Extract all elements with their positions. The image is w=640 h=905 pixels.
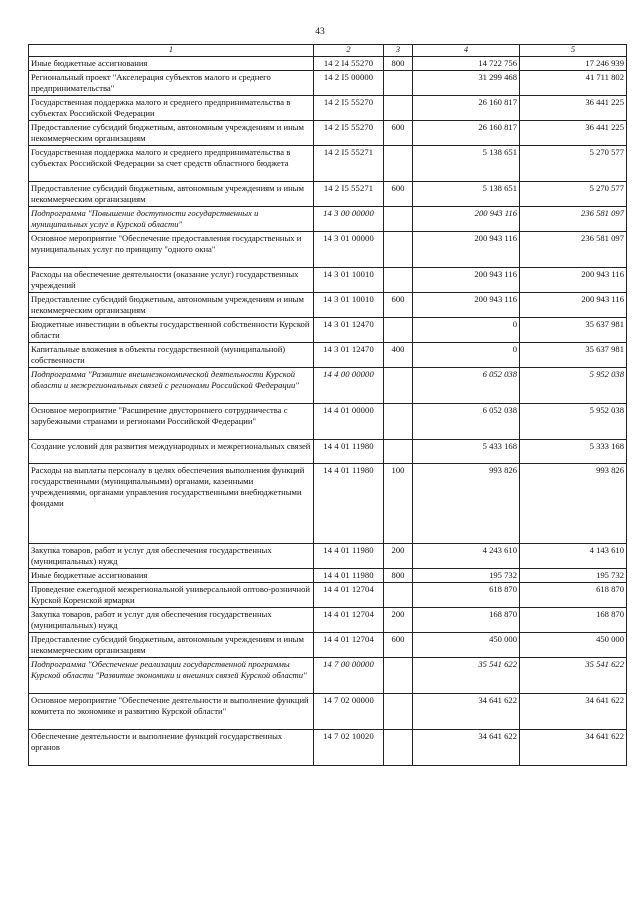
row-value-2020-cell: 34 641 622 xyxy=(413,693,520,729)
table-row xyxy=(29,582,627,607)
row-value-2020-cell: 4 243 610 xyxy=(413,543,520,568)
row-code-cell: 14 4 01 12704 xyxy=(314,582,384,607)
row-name-cell: Государственная поддержка малого и среднего предпринимательства в субъектах Российской Федерации за счет средств областного бюджета xyxy=(29,145,314,181)
row-value-2021-cell: 4 143 610 xyxy=(520,543,627,568)
row-value-2021-cell: 5 952 038 xyxy=(520,403,627,439)
header-cell: 3 xyxy=(384,45,413,57)
row-code-cell: 14 2 I5 00000 xyxy=(314,70,384,95)
row-name-cell: Иные бюджетные ассигнования xyxy=(29,56,314,70)
row-name-cell: Предоставление субсидий бюджетным, автономным учреждениям и иным некоммерческим организациям xyxy=(29,292,314,317)
row-code-cell: 14 4 01 11980 xyxy=(314,463,384,543)
row-value-2020-cell: 200 943 116 xyxy=(413,292,520,317)
row-value-2021-cell: 200 943 116 xyxy=(520,292,627,317)
row-name-cell: Предоставление субсидий бюджетным, автономным учреждениям и иным некоммерческим организациям xyxy=(29,632,314,657)
row-code-cell: 14 3 01 10010 xyxy=(314,292,384,317)
table-row xyxy=(29,439,627,463)
table-row xyxy=(29,403,627,439)
row-code-cell: 14 2 I5 55271 xyxy=(314,181,384,206)
table-row xyxy=(29,56,627,70)
row-code-cell: 14 4 01 11980 xyxy=(314,543,384,568)
row-code-cell: 14 2 I5 55270 xyxy=(314,120,384,145)
row-vr-cell: 200 xyxy=(384,607,413,632)
row-code-cell: 14 4 00 00000 xyxy=(314,367,384,403)
row-vr-cell xyxy=(384,367,413,403)
table-row xyxy=(29,632,627,657)
row-value-2021-cell: 195 732 xyxy=(520,568,627,582)
page-number: 43 xyxy=(315,27,325,37)
row-value-2021-cell: 993 826 xyxy=(520,463,627,543)
row-name-cell: Подпрограмма "Повышение доступности государственных и муниципальных услуг в Курской области" xyxy=(29,206,314,231)
row-name-cell: Расходы на обеспечение деятельности (оказание услуг) государственных учреждений xyxy=(29,267,314,292)
row-code-cell: 14 3 00 00000 xyxy=(314,206,384,231)
row-value-2020-cell: 5 138 651 xyxy=(413,145,520,181)
table-row xyxy=(29,607,627,632)
table-row xyxy=(29,543,627,568)
row-value-2020-cell: 31 299 468 xyxy=(413,70,520,95)
row-value-2021-cell: 5 952 038 xyxy=(520,367,627,403)
table-row xyxy=(29,206,627,231)
row-name-cell: Предоставление субсидий бюджетным, автономным учреждениям и иным некоммерческим организациям xyxy=(29,181,314,206)
row-vr-cell: 600 xyxy=(384,632,413,657)
row-code-cell: 14 2 I4 55270 xyxy=(314,56,384,70)
row-value-2021-cell: 35 637 981 xyxy=(520,317,627,342)
row-name-cell: Капитальные вложения в объекты государственной (муниципальной) собственности xyxy=(29,342,314,367)
table-row xyxy=(29,120,627,145)
row-vr-cell xyxy=(384,582,413,607)
row-value-2020-cell: 35 541 622 xyxy=(413,657,520,693)
table-row xyxy=(29,657,627,693)
row-code-cell: 14 7 00 00000 xyxy=(314,657,384,693)
row-code-cell: 14 3 01 12470 xyxy=(314,342,384,367)
row-name-cell: Закупка товаров, работ и услуг для обеспечения государственных (муниципальных) нужд xyxy=(29,607,314,632)
row-value-2021-cell: 34 641 622 xyxy=(520,693,627,729)
row-name-cell: Закупка товаров, работ и услуг для обеспечения государственных (муниципальных) нужд xyxy=(29,543,314,568)
row-code-cell: 14 2 I5 55271 xyxy=(314,145,384,181)
row-vr-cell xyxy=(384,693,413,729)
row-code-cell: 14 7 02 10020 xyxy=(314,729,384,765)
row-vr-cell: 800 xyxy=(384,568,413,582)
row-vr-cell xyxy=(384,439,413,463)
row-vr-cell xyxy=(384,95,413,120)
row-name-cell: Подпрограмма "Обеспечение реализации государственной программы Курской области "Развитие экономики и внешних связей Курской области" xyxy=(29,657,314,693)
table-row xyxy=(29,95,627,120)
row-vr-cell xyxy=(384,231,413,267)
table-row xyxy=(29,729,627,765)
table-row xyxy=(29,181,627,206)
row-value-2020-cell: 5 138 651 xyxy=(413,181,520,206)
row-value-2020-cell: 14 722 756 xyxy=(413,56,520,70)
row-vr-cell: 200 xyxy=(384,543,413,568)
row-name-cell: Расходы на выплаты персоналу в целях обеспечения выполнения функций государственными (муниципальными) органами, казенными учреждениями, органами управления государственными внебюджетными фондами xyxy=(29,463,314,543)
table-row xyxy=(29,292,627,317)
table-row xyxy=(29,317,627,342)
row-value-2020-cell: 168 870 xyxy=(413,607,520,632)
row-code-cell: 14 3 01 12470 xyxy=(314,317,384,342)
row-vr-cell: 600 xyxy=(384,292,413,317)
row-value-2021-cell: 36 441 225 xyxy=(520,95,627,120)
row-vr-cell: 800 xyxy=(384,56,413,70)
table-row xyxy=(29,267,627,292)
row-name-cell: Региональный проект "Акселерация субъектов малого и среднего предпринимательства" xyxy=(29,70,314,95)
row-vr-cell: 600 xyxy=(384,120,413,145)
row-name-cell: Обеспечение деятельности и выполнение функций государственных органов xyxy=(29,729,314,765)
row-code-cell: 14 4 01 12704 xyxy=(314,632,384,657)
row-value-2020-cell: 26 160 817 xyxy=(413,120,520,145)
row-value-2021-cell: 5 333 168 xyxy=(520,439,627,463)
row-value-2021-cell: 35 541 622 xyxy=(520,657,627,693)
row-code-cell: 14 4 01 00000 xyxy=(314,403,384,439)
table-row xyxy=(29,70,627,95)
table-header-row xyxy=(29,45,627,57)
row-value-2021-cell: 41 711 802 xyxy=(520,70,627,95)
row-vr-cell xyxy=(384,145,413,181)
row-vr-cell xyxy=(384,206,413,231)
row-value-2021-cell: 236 581 097 xyxy=(520,231,627,267)
row-code-cell: 14 4 01 11980 xyxy=(314,568,384,582)
row-value-2020-cell: 195 732 xyxy=(413,568,520,582)
row-vr-cell xyxy=(384,317,413,342)
row-value-2020-cell: 34 641 622 xyxy=(413,729,520,765)
table-row xyxy=(29,693,627,729)
row-code-cell: 14 4 01 11980 xyxy=(314,439,384,463)
row-vr-cell: 100 xyxy=(384,463,413,543)
row-name-cell: Основное мероприятие "Обеспечение деятельности и выполнение функций комитета по экономике и развитию Курской области" xyxy=(29,693,314,729)
row-name-cell: Подпрограмма "Развитие внешнеэкономической деятельности Курской области и межрегиональных связей с регионами Российской Федерации" xyxy=(29,367,314,403)
row-vr-cell: 400 xyxy=(384,342,413,367)
row-value-2020-cell: 0 xyxy=(413,342,520,367)
row-value-2020-cell: 5 433 168 xyxy=(413,439,520,463)
row-value-2021-cell: 450 000 xyxy=(520,632,627,657)
row-value-2020-cell: 200 943 116 xyxy=(413,231,520,267)
row-name-cell: Бюджетные инвестиции в объекты государственной собственности Курской области xyxy=(29,317,314,342)
row-value-2021-cell: 34 641 622 xyxy=(520,729,627,765)
row-code-cell: 14 4 01 12704 xyxy=(314,607,384,632)
header-cell: 1 xyxy=(29,45,314,57)
row-vr-cell xyxy=(384,267,413,292)
budget-table xyxy=(28,44,627,766)
row-name-cell: Государственная поддержка малого и среднего предпринимательства в субъектах Российской Федерации xyxy=(29,95,314,120)
row-code-cell: 14 2 I5 55270 xyxy=(314,95,384,120)
row-value-2021-cell: 5 270 577 xyxy=(520,181,627,206)
row-value-2021-cell: 168 870 xyxy=(520,607,627,632)
table-row xyxy=(29,342,627,367)
row-vr-cell: 600 xyxy=(384,181,413,206)
row-value-2020-cell: 618 870 xyxy=(413,582,520,607)
row-value-2020-cell: 0 xyxy=(413,317,520,342)
row-value-2020-cell: 200 943 116 xyxy=(413,206,520,231)
row-value-2021-cell: 618 870 xyxy=(520,582,627,607)
row-code-cell: 14 7 02 00000 xyxy=(314,693,384,729)
row-vr-cell xyxy=(384,657,413,693)
row-vr-cell xyxy=(384,403,413,439)
table-row xyxy=(29,463,627,543)
row-value-2020-cell: 200 943 116 xyxy=(413,267,520,292)
row-value-2021-cell: 17 246 939 xyxy=(520,56,627,70)
row-value-2021-cell: 36 441 225 xyxy=(520,120,627,145)
table-row xyxy=(29,145,627,181)
row-code-cell: 14 3 01 00000 xyxy=(314,231,384,267)
header-cell: 4 xyxy=(413,45,520,57)
row-vr-cell xyxy=(384,729,413,765)
row-value-2020-cell: 6 052 038 xyxy=(413,403,520,439)
header-cell: 2 xyxy=(314,45,384,57)
row-value-2021-cell: 35 637 981 xyxy=(520,342,627,367)
row-value-2020-cell: 993 826 xyxy=(413,463,520,543)
table-row xyxy=(29,568,627,582)
row-value-2021-cell: 236 581 097 xyxy=(520,206,627,231)
row-name-cell: Основное мероприятие "Расширение двустороннего сотрудничества с зарубежными странами и регионами Российской Федерации" xyxy=(29,403,314,439)
row-name-cell: Основное мероприятие "Обеспечение предоставления государственных и муниципальных услуг по принципу "одного окна" xyxy=(29,231,314,267)
row-name-cell: Иные бюджетные ассигнования xyxy=(29,568,314,582)
row-vr-cell xyxy=(384,70,413,95)
row-value-2021-cell: 5 270 577 xyxy=(520,145,627,181)
row-name-cell: Предоставление субсидий бюджетным, автономным учреждениям и иным некоммерческим организациям xyxy=(29,120,314,145)
row-value-2020-cell: 26 160 817 xyxy=(413,95,520,120)
row-value-2020-cell: 450 000 xyxy=(413,632,520,657)
table-row xyxy=(29,231,627,267)
row-value-2021-cell: 200 943 116 xyxy=(520,267,627,292)
table-row xyxy=(29,367,627,403)
row-value-2020-cell: 6 052 038 xyxy=(413,367,520,403)
row-name-cell: Проведение ежегодной межрегиональной универсальной оптово-розничной Курской Коренской ярмарки xyxy=(29,582,314,607)
header-cell: 5 xyxy=(520,45,627,57)
row-code-cell: 14 3 01 10010 xyxy=(314,267,384,292)
row-name-cell: Создание условий для развития международных и межрегиональных связей xyxy=(29,439,314,463)
